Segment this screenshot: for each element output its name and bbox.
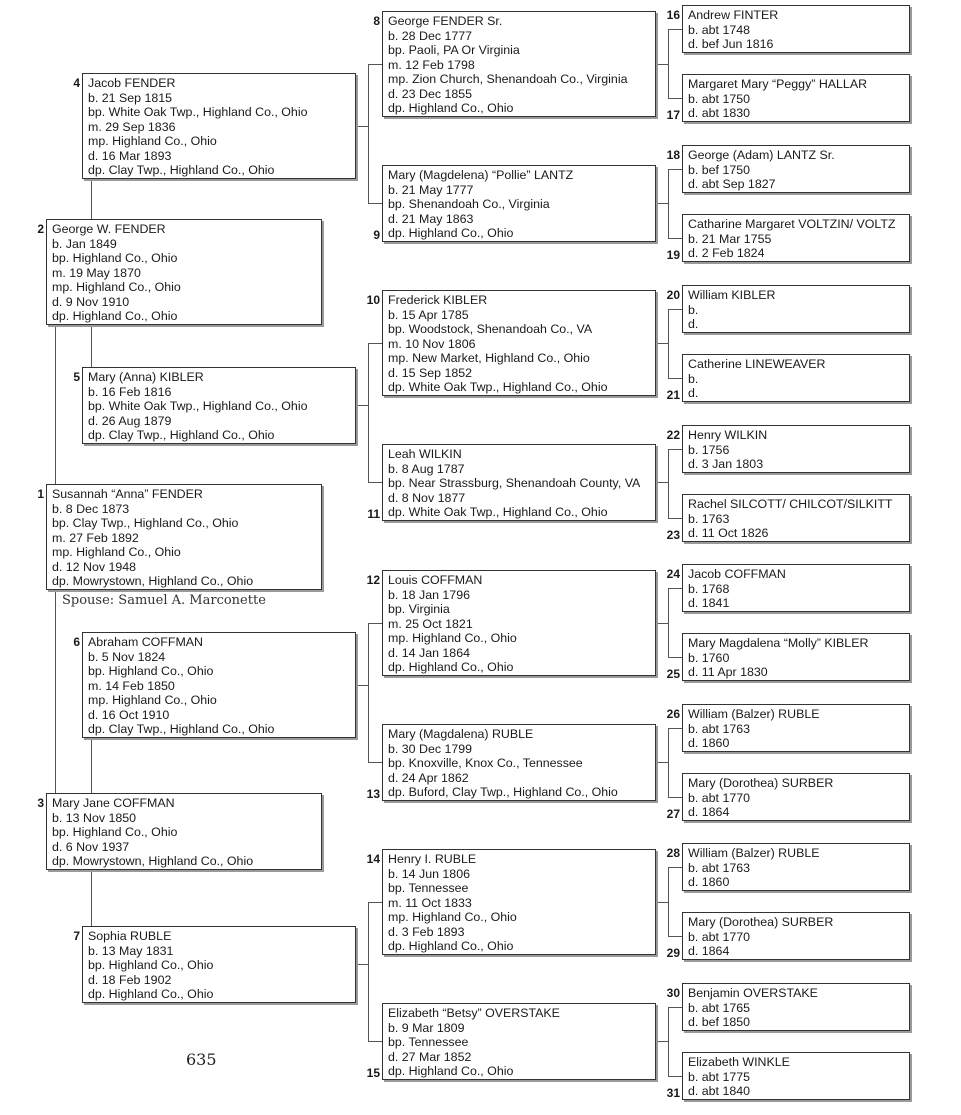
connector-line	[656, 902, 668, 903]
person-detail: bp. White Oak Twp., Highland Co., Ohio	[88, 105, 308, 119]
person-box-28	[682, 843, 910, 891]
connector-line	[668, 867, 682, 868]
connector-line	[668, 588, 669, 657]
person-detail: d. 6 Nov 1937	[52, 839, 130, 854]
person-box-1	[46, 484, 322, 590]
person-number: 30	[666, 986, 680, 1000]
person-name: George (Adam) LANTZ Sr.	[688, 148, 835, 162]
connector-line	[668, 1076, 682, 1077]
connector-line	[668, 1007, 682, 1008]
person-box-23	[682, 494, 910, 542]
connector-line	[668, 1007, 669, 1076]
person-name: Louis COFFMAN	[388, 573, 483, 587]
person-box-2	[46, 219, 322, 325]
person-detail: dp. Clay Twp., Highland Co., Ohio	[88, 722, 275, 736]
person-detail: d. 1864	[688, 944, 730, 958]
person-detail: d. 11 Apr 1830	[688, 665, 768, 679]
person-detail: mp. Highland Co., Ohio	[88, 134, 217, 148]
person-detail: b. abt 1775	[688, 1069, 751, 1084]
person-detail: dp. Highland Co., Ohio	[388, 101, 514, 115]
person-name: Mary Magdalena “Molly” KIBLER	[688, 636, 869, 650]
person-detail: b. abt 1763	[688, 860, 751, 875]
person-detail: b. 1763	[688, 511, 730, 526]
person-name: Catharine Margaret VOLTZIN/ VOLTZ	[688, 217, 896, 231]
person-detail: m. 29 Sep 1836	[88, 119, 176, 134]
connector-line	[668, 378, 682, 379]
person-number: 2	[37, 222, 44, 236]
person-detail: d. 8 Nov 1877	[388, 490, 466, 505]
person-detail: bp. Knoxville, Knox Co., Tennessee	[388, 756, 583, 770]
person-detail: b. 14 Jun 1806	[388, 866, 470, 881]
person-detail: b. 13 May 1831	[88, 943, 174, 958]
person-name: William (Balzer) RUBLE	[688, 707, 820, 721]
person-detail: mp. Zion Church, Shenandoah Co., Virginia	[388, 72, 628, 86]
person-box-9	[382, 165, 656, 242]
connector-line	[668, 29, 682, 30]
person-detail: dp. Clay Twp., Highland Co., Ohio	[88, 163, 275, 177]
person-number: 20	[666, 288, 680, 302]
person-detail: d. abt Sep 1827	[688, 177, 776, 191]
person-box-30	[682, 983, 910, 1031]
person-box-22	[682, 425, 910, 473]
person-box-21	[682, 354, 910, 402]
person-detail: bp. Highland Co., Ohio	[88, 958, 214, 972]
person-detail: m. 27 Feb 1892	[52, 530, 139, 545]
person-name: Henry WILKIN	[688, 428, 768, 442]
person-name: William (Balzer) RUBLE	[688, 846, 820, 860]
person-box-26	[682, 704, 910, 752]
person-detail: d. 18 Feb 1902	[88, 972, 172, 987]
person-detail: b. 30 Dec 1799	[388, 741, 473, 756]
person-detail: b.	[688, 371, 699, 386]
connector-line	[368, 623, 382, 624]
person-detail: d.	[688, 317, 699, 331]
person-number: 13	[366, 787, 380, 801]
person-box-6	[82, 632, 356, 738]
person-box-20	[682, 285, 910, 333]
person-detail: dp. White Oak Twp., Highland Co., Ohio	[388, 380, 608, 394]
person-box-29	[682, 912, 910, 960]
person-detail: b. abt 1770	[688, 929, 751, 944]
person-detail: d. 26 Aug 1879	[88, 413, 172, 428]
person-name: Frederick KIBLER	[388, 293, 488, 307]
person-detail: b. 1768	[688, 581, 730, 596]
person-detail: d. 3 Feb 1893	[388, 924, 465, 939]
person-number: 6	[73, 635, 80, 649]
page-number: 635	[186, 1050, 217, 1069]
person-number: 12	[366, 573, 380, 587]
connector-line	[656, 1041, 668, 1042]
person-detail: d. bef Jun 1816	[688, 37, 774, 51]
person-detail: b. 21 Mar 1755	[688, 231, 772, 246]
person-name: Catherine LINEWEAVER	[688, 357, 826, 371]
connector-line	[656, 203, 668, 204]
connector-line	[356, 964, 368, 965]
connector-line	[668, 169, 682, 170]
connector-line	[668, 309, 669, 378]
connector-line	[668, 449, 682, 450]
person-detail: bp. Virginia	[388, 602, 450, 616]
person-box-10	[382, 290, 656, 396]
person-detail: d. 16 Oct 1910	[88, 707, 170, 722]
person-box-19	[682, 214, 910, 262]
person-box-27	[682, 773, 910, 821]
spouse-label: Spouse: Samuel A. Marconette	[62, 593, 266, 608]
person-detail: dp. White Oak Twp., Highland Co., Ohio	[388, 505, 608, 519]
person-name: George FENDER Sr.	[388, 14, 503, 28]
person-detail: bp. Highland Co., Ohio	[52, 825, 178, 839]
person-detail: mp. Highland Co., Ohio	[88, 693, 217, 707]
person-detail: m. 10 Nov 1806	[388, 336, 476, 351]
person-number: 31	[666, 1086, 680, 1100]
person-number: 10	[366, 293, 380, 307]
person-name: William KIBLER	[688, 288, 776, 302]
person-detail: dp. Highland Co., Ohio	[388, 1064, 514, 1078]
person-name: Benjamin OVERSTAKE	[688, 986, 818, 1000]
connector-line	[656, 762, 668, 763]
person-detail: mp. Highland Co., Ohio	[52, 545, 181, 559]
person-detail: bp. Tennessee	[388, 881, 469, 895]
connector-line	[668, 728, 682, 729]
person-name: Mary (Anna) KIBLER	[88, 370, 204, 384]
connector-line	[368, 482, 382, 483]
connector-line	[368, 1041, 382, 1042]
person-name: Mary (Magdelena) “Pollie” LANTZ	[388, 168, 574, 182]
person-name: Henry I. RUBLE	[388, 852, 477, 866]
connector-line	[656, 482, 668, 483]
person-detail: b. 18 Jan 1796	[388, 587, 470, 602]
person-number: 29	[666, 946, 680, 960]
person-detail: dp. Mowrystown, Highland Co., Ohio	[52, 854, 254, 868]
person-name: Elizabeth WINKLE	[688, 1055, 790, 1069]
person-detail: d. 24 Apr 1862	[388, 770, 469, 785]
person-name: Leah WILKIN	[388, 447, 462, 461]
person-name: Jacob FENDER	[88, 76, 176, 90]
person-detail: d. 21 May 1863	[388, 211, 474, 226]
person-box-8	[382, 11, 656, 117]
person-detail: dp. Highland Co., Ohio	[388, 226, 514, 240]
person-number: 9	[373, 228, 380, 242]
person-number: 26	[666, 707, 680, 721]
person-detail: d. 23 Dec 1855	[388, 86, 473, 101]
person-detail: d. 16 Mar 1893	[88, 148, 172, 163]
connector-line	[668, 169, 669, 238]
connector-line	[656, 64, 668, 65]
person-detail: d. 1860	[688, 875, 730, 889]
person-detail: bp. White Oak Twp., Highland Co., Ohio	[88, 399, 308, 413]
person-name: Mary (Magdalena) RUBLE	[388, 727, 534, 741]
person-number: 21	[666, 388, 680, 402]
person-number: 7	[73, 929, 80, 943]
person-detail: dp. Highland Co., Ohio	[388, 660, 514, 674]
person-box-16	[682, 5, 910, 53]
person-detail: m. 11 Oct 1833	[388, 895, 472, 910]
person-name: Mary Jane COFFMAN	[52, 796, 175, 810]
person-detail: dp. Highland Co., Ohio	[52, 309, 178, 323]
person-detail: b. 28 Dec 1777	[388, 28, 473, 43]
person-detail: d. 1864	[688, 805, 730, 819]
person-detail: b. 8 Aug 1787	[388, 461, 465, 476]
person-number: 22	[666, 428, 680, 442]
person-box-25	[682, 633, 910, 681]
person-number: 17	[666, 108, 680, 122]
connector-line	[668, 309, 682, 310]
connector-line	[668, 518, 682, 519]
person-detail: d. 3 Jan 1803	[688, 457, 764, 471]
person-detail: bp. Highland Co., Ohio	[88, 664, 214, 678]
person-number: 8	[373, 14, 380, 28]
person-box-4	[82, 73, 356, 179]
connector-line	[368, 902, 369, 1041]
connector-line	[668, 728, 669, 797]
person-detail: b. abt 1765	[688, 1000, 751, 1015]
person-detail: d. 1841	[688, 596, 730, 610]
person-number: 4	[73, 76, 80, 90]
connector-line	[356, 405, 368, 406]
connector-line	[368, 623, 369, 762]
person-detail: b. 13 Nov 1850	[52, 810, 137, 825]
person-detail: b. 21 May 1777	[388, 182, 474, 197]
person-detail: bp. Clay Twp., Highland Co., Ohio	[52, 516, 239, 530]
person-detail: d. abt 1830	[688, 106, 751, 120]
person-detail: dp. Buford, Clay Twp., Highland Co., Ohio	[388, 785, 618, 799]
connector-line	[368, 343, 369, 482]
person-number: 1	[37, 487, 44, 501]
person-detail: bp. Tennessee	[388, 1035, 469, 1049]
person-box-31	[682, 1052, 910, 1100]
person-number: 19	[666, 248, 680, 262]
person-detail: b. 16 Feb 1816	[88, 384, 172, 399]
connector-line	[368, 64, 382, 65]
person-detail: d. 11 Oct 1826	[688, 526, 769, 540]
connector-line	[368, 64, 369, 203]
connector-line	[368, 902, 382, 903]
person-box-14	[382, 849, 656, 955]
person-box-18	[682, 145, 910, 193]
person-number: 3	[37, 796, 44, 810]
connector-line	[668, 449, 669, 518]
connector-line	[668, 657, 682, 658]
person-detail: d. 12 Nov 1948	[52, 559, 137, 574]
person-detail: b. abt 1750	[688, 91, 751, 106]
person-name: Mary (Dorothea) SURBER	[688, 915, 834, 929]
person-name: Jacob COFFMAN	[688, 567, 786, 581]
connector-line	[656, 343, 668, 344]
person-detail: b. 5 Nov 1824	[88, 649, 166, 664]
person-detail: dp. Mowrystown, Highland Co., Ohio	[52, 574, 254, 588]
person-number: 18	[666, 148, 680, 162]
person-number: 27	[666, 807, 680, 821]
connector-line	[91, 325, 92, 367]
person-detail: b. 8 Dec 1873	[52, 501, 130, 516]
person-detail: mp. Highland Co., Ohio	[388, 631, 517, 645]
person-name: Elizabeth “Betsy” OVERSTAKE	[388, 1006, 560, 1020]
person-detail: bp. Woodstock, Shenandoah Co., VA	[388, 322, 593, 336]
person-detail: b. 15 Apr 1785	[388, 307, 469, 322]
person-detail: d. abt 1840	[688, 1084, 751, 1098]
person-detail: b. bef 1750	[688, 162, 751, 177]
person-box-3	[46, 793, 322, 870]
connector-line	[668, 588, 682, 589]
person-detail: d.	[688, 386, 699, 400]
person-number: 25	[666, 667, 680, 681]
person-name: Susannah “Anna” FENDER	[52, 487, 203, 501]
connector-line	[656, 623, 668, 624]
connector-line	[668, 29, 669, 98]
connector-line	[668, 936, 682, 937]
person-box-17	[682, 74, 910, 122]
person-box-24	[682, 564, 910, 612]
person-name: Andrew FINTER	[688, 8, 779, 22]
person-name: Margaret Mary “Peggy” HALLAR	[688, 77, 868, 91]
person-detail: m. 25 Oct 1821	[388, 616, 473, 631]
person-detail: dp. Highland Co., Ohio	[388, 939, 514, 953]
person-detail: b. Jan 1849	[52, 236, 117, 251]
person-detail: mp. Highland Co., Ohio	[388, 910, 517, 924]
person-detail: m. 19 May 1870	[52, 265, 141, 280]
person-box-13	[382, 724, 656, 801]
person-box-7	[82, 926, 356, 1003]
person-detail: b. 9 Mar 1809	[388, 1020, 465, 1035]
connector-line	[356, 685, 368, 686]
person-number: 14	[366, 852, 380, 866]
person-detail: b. abt 1763	[688, 721, 751, 736]
connector-line	[368, 762, 382, 763]
person-detail: dp. Clay Twp., Highland Co., Ohio	[88, 428, 275, 442]
person-detail: mp. Highland Co., Ohio	[52, 280, 181, 294]
person-name: Sophia RUBLE	[88, 929, 172, 943]
person-detail: b.	[688, 302, 699, 317]
person-detail: d. 1860	[688, 736, 730, 750]
person-detail: d. 27 Mar 1852	[388, 1049, 472, 1064]
person-detail: b. 21 Sep 1815	[88, 90, 173, 105]
person-box-5	[82, 367, 356, 444]
person-detail: bp. Near Strassburg, Shenandoah County, VA	[388, 476, 641, 490]
person-box-15	[382, 1003, 656, 1080]
connector-line	[91, 870, 92, 926]
person-detail: bp. Shenandoah Co., Virginia	[388, 197, 550, 211]
person-detail: b. abt 1748	[688, 22, 751, 37]
person-number: 23	[666, 528, 680, 542]
connector-line	[668, 238, 682, 239]
connector-line	[668, 98, 682, 99]
person-detail: d. bef 1850	[688, 1015, 751, 1029]
person-name: Rachel SILCOTT/ CHILCOT/SILKITT	[688, 497, 893, 511]
person-detail: d. 9 Nov 1910	[52, 294, 130, 309]
connector-line	[368, 343, 382, 344]
person-number: 28	[666, 846, 680, 860]
person-box-12	[382, 570, 656, 676]
person-detail: bp. Highland Co., Ohio	[52, 251, 178, 265]
person-detail: b. abt 1770	[688, 790, 751, 805]
connector-line	[91, 738, 92, 793]
connector-line	[368, 203, 382, 204]
connector-line	[668, 867, 669, 936]
person-detail: m. 14 Feb 1850	[88, 678, 175, 693]
person-number: 5	[73, 370, 80, 384]
person-detail: bp. Paoli, PA Or Virginia	[388, 43, 520, 57]
person-box-11	[382, 444, 656, 521]
person-detail: m. 12 Feb 1798	[388, 57, 475, 72]
person-detail: b. 1760	[688, 650, 730, 665]
person-detail: d. 15 Sep 1852	[388, 365, 473, 380]
person-number: 16	[666, 8, 680, 22]
person-detail: dp. Highland Co., Ohio	[88, 987, 214, 1001]
connector-line	[91, 179, 92, 219]
person-name: Mary (Dorothea) SURBER	[688, 776, 834, 790]
connector-line	[668, 797, 682, 798]
person-detail: mp. New Market, Highland Co., Ohio	[388, 351, 590, 365]
person-number: 24	[666, 567, 680, 581]
person-number: 11	[367, 507, 380, 521]
person-name: Abraham COFFMAN	[88, 635, 203, 649]
person-name: George W. FENDER	[52, 222, 166, 236]
person-detail: d. 14 Jan 1864	[388, 645, 470, 660]
person-detail: b. 1756	[688, 442, 730, 457]
person-number: 15	[366, 1066, 380, 1080]
connector-line	[356, 126, 368, 127]
person-detail: d. 2 Feb 1824	[688, 246, 765, 260]
